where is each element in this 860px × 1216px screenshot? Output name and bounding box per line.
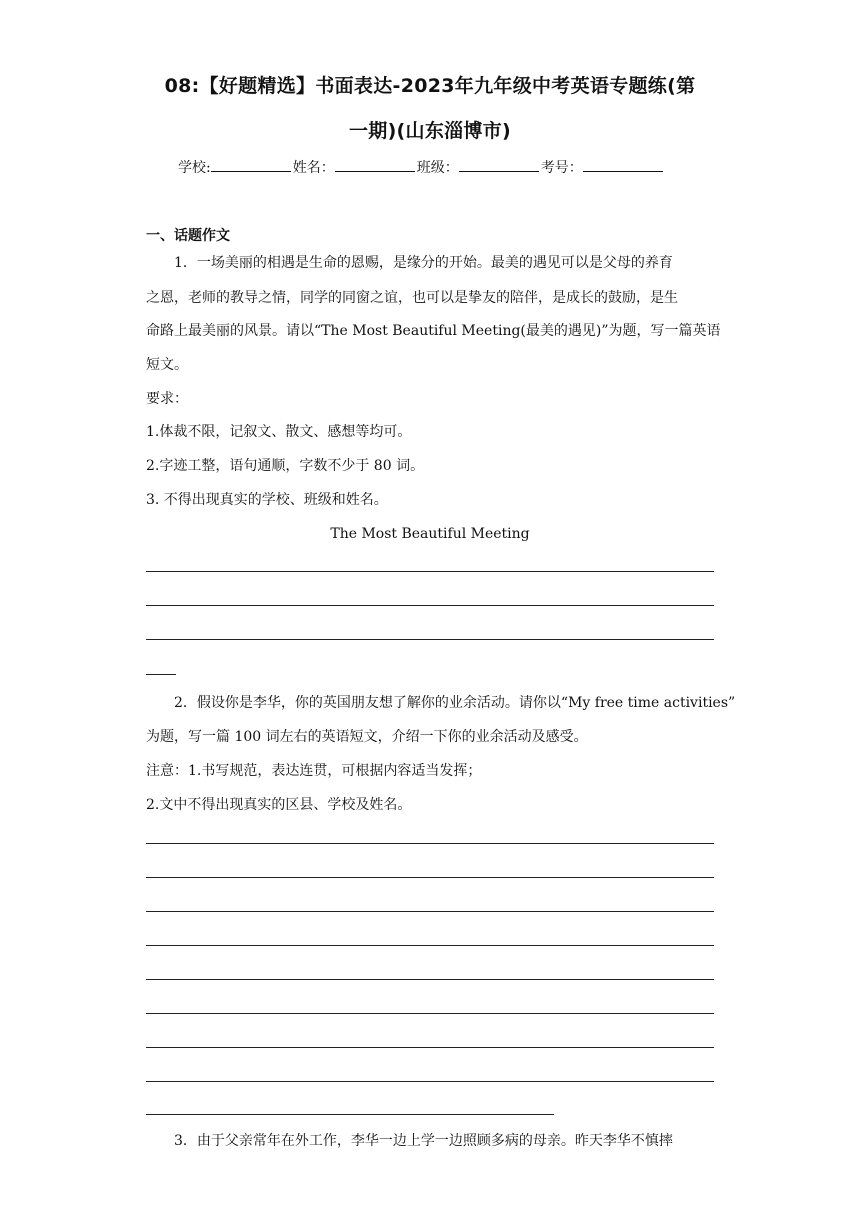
q2-answer-line[interactable] [146, 979, 714, 980]
q1-answer-line[interactable] [146, 674, 176, 675]
q1-text-line-4: 短文。 [146, 357, 188, 373]
q1-answer-line[interactable] [146, 639, 714, 640]
q2-answer-line[interactable] [146, 843, 714, 844]
q2-answer-line[interactable] [146, 945, 714, 946]
q1-essay-title: The Most Beautiful Meeting [330, 526, 530, 542]
q2-answer-line[interactable] [146, 1047, 714, 1048]
q1-answer-line[interactable] [146, 571, 714, 572]
q2-answer-line[interactable] [146, 877, 714, 878]
q2-answer-line[interactable] [146, 1114, 554, 1115]
q1-text-line-2: 之恩，老师的教导之情，同学的同窗之谊，也可以是挚友的陪伴，是成长的鼓励，是生 [146, 290, 678, 306]
section-heading: 一、话题作文 [146, 228, 230, 244]
q2-note-1: 注意：1.书写规范，表达连贯，可根据内容适当发挥； [146, 763, 482, 779]
exam-number-blank [583, 157, 663, 172]
q1-text-line-3: 命路上最美丽的风景。请以“The Most Beautiful Meeting(最美的遇见)”为题，写一篇英语 [146, 323, 721, 339]
q2-answer-line[interactable] [146, 911, 714, 912]
class-blank [459, 157, 539, 172]
school-blank [211, 157, 291, 172]
name-label: 姓名： [292, 160, 335, 176]
q2-note-2: 2.文中不得出现真实的区县、学校及姓名。 [146, 797, 412, 813]
q1-requirement-3: 3. 不得出现真实的学校、班级和姓名。 [146, 492, 388, 508]
q3-text-line-1: 3．由于父亲常年在外工作，李华一边上学一边照顾多病的母亲。昨天李华不慎摔 [174, 1133, 673, 1149]
page-title-line-1: 08:【好题精选】书面表达-2023年九年级中考英语专题练(第 [164, 75, 696, 97]
q2-answer-line[interactable] [146, 1013, 714, 1014]
q2-text-line-1: 2．假设你是李华，你的英国朋友想了解你的业余活动。请你以“My free time activities” [174, 695, 736, 711]
class-label: 班级： [416, 160, 459, 176]
q1-answer-line[interactable] [146, 605, 714, 606]
q2-text-line-2: 为题，写一篇 100 词左右的英语短文，介绍一下你的业余活动及感受。 [146, 729, 588, 745]
q1-requirement-1: 1.体裁不限，记叙文、散文、感想等均可。 [146, 424, 412, 440]
student-info-row [178, 156, 665, 180]
q2-answer-line[interactable] [146, 1081, 714, 1082]
q1-text-line-1: 1．一场美丽的相遇是生命的恩赐，是缘分的开始。最美的遇见可以是父母的养育 [174, 255, 673, 271]
page-title-line-2: 一期)(山东淄博市) [348, 120, 512, 142]
exam-number-label: 考号： [540, 160, 583, 176]
school-label: 学校: [178, 160, 211, 176]
q1-requirements-label: 要求： [146, 391, 188, 407]
name-blank [335, 157, 415, 172]
q1-requirement-2: 2.字迹工整，语句通顺，字数不少于 80 词。 [146, 458, 425, 474]
